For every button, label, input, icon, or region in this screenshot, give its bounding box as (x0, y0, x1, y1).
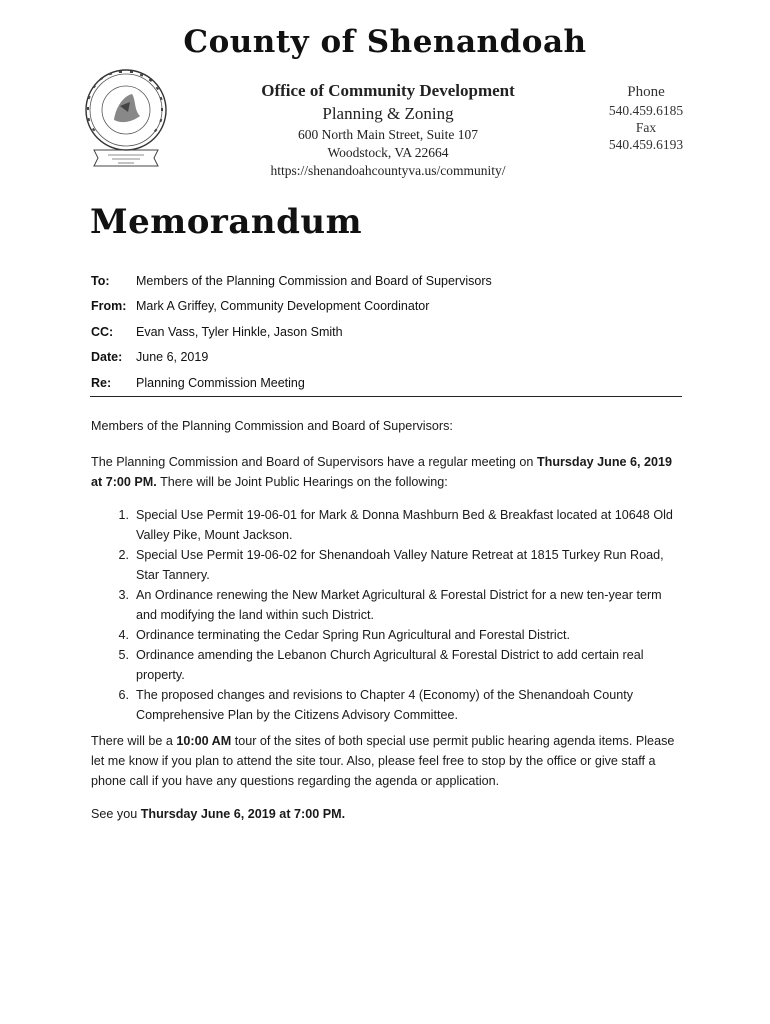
tour-text: There will be a (91, 734, 177, 748)
header-divider (90, 396, 682, 397)
tour-time: 10:00 AM (176, 734, 232, 748)
memo-body (91, 416, 683, 824)
list-item (91, 685, 683, 725)
hearing-items-list (91, 505, 683, 725)
intro-paragraph (91, 452, 683, 492)
re-label: Re: (91, 375, 112, 390)
salutation: Members of the Planning Commission and Board of Supervisors: (91, 419, 453, 433)
date-value: June 6, 2019 (136, 350, 209, 365)
memo-header-fields (91, 268, 681, 396)
closing-datetime: Thursday June 6, 2019 at 7:00 PM. (140, 807, 346, 821)
list-item-number: 4. (118, 628, 129, 642)
list-item-number: 3. (118, 588, 129, 602)
tour-paragraph (91, 731, 683, 791)
list-item-text: Special Use Permit 19-06-01 for Mark & Donna Mashburn Bed & Breakfast located at 10648 Old Valley Pike, Mount Jackson. (136, 508, 673, 542)
meeting-datetime: Thursday June 6, 2019 at 7:00 PM. (91, 455, 673, 489)
list-item-text: The proposed changes and revisions to Chapter 4 (Economy) of the Shenandoah County Comprehensive Plan by the Citizens Advisory Committee. (136, 688, 634, 722)
closing-text: See you (91, 807, 141, 821)
re-value: Planning Commission Meeting (136, 375, 305, 390)
intro-text: The Planning Commission and Board of Supervisors have a regular meeting on (91, 455, 537, 469)
tour-text-end: tour of the sites of both special use permit public hearing agenda items. Please let me know if you plan to attend the site tour. Also, please feel free to stop by the office or give staff a phone call if you have any questions regarding the agenda or application. (91, 734, 675, 788)
cc-label: CC: (91, 324, 114, 339)
from-value: Mark A Griffey, Community Development Coordinator (136, 299, 430, 314)
contact-block (596, 82, 696, 153)
website-link[interactable]: https://shenandoahcountyva.us/community/ (270, 163, 506, 178)
list-item (91, 585, 683, 625)
list-item-text: Special Use Permit 19-06-02 for Shenandoah Valley Nature Retreat at 1815 Turkey Run Road, Star Tannery. (136, 548, 664, 582)
division-name: Planning & Zoning (322, 104, 454, 123)
list-item-number: 6. (118, 688, 129, 702)
address-line-2: Woodstock, VA 22664 (327, 145, 449, 160)
list-item (91, 645, 683, 685)
list-item (91, 505, 683, 545)
from-row (91, 294, 681, 320)
re-row (91, 370, 681, 396)
office-address-block (248, 80, 528, 179)
list-item (91, 545, 683, 585)
to-value: Members of the Planning Commission and Board of Supervisors (136, 273, 492, 288)
to-row (91, 268, 681, 294)
cc-row (91, 319, 681, 345)
list-item-text: Ordinance amending the Lebanon Church Agricultural & Forestal District to add certain real property. (136, 648, 644, 682)
county-title: County of Shenandoah (183, 24, 587, 60)
intro-text-end: There will be Joint Public Hearings on the following: (156, 475, 448, 489)
cc-value: Evan Vass, Tyler Hinkle, Jason Smith (136, 324, 343, 339)
list-item (91, 625, 683, 645)
phone-label: Phone (627, 84, 665, 100)
county-seal-icon (74, 66, 178, 178)
to-label: To: (91, 273, 110, 288)
from-label: From: (91, 299, 127, 314)
list-item-text: An Ordinance renewing the New Market Agricultural & Forestal District for a new ten-year term and modifying the land within such District. (136, 588, 662, 622)
memo-title: Memorandum (90, 202, 363, 242)
fax-label: Fax (635, 120, 657, 135)
date-label: Date: (91, 350, 123, 365)
fax-number: 540.459.6193 (608, 137, 684, 152)
address-line-1: 600 North Main Street, Suite 107 (298, 127, 478, 142)
list-item-number: 1. (118, 508, 129, 522)
date-row (91, 345, 681, 371)
list-item-number: 2. (118, 548, 129, 562)
list-item-number: 5. (118, 648, 129, 662)
office-name: Office of Community Development (261, 81, 515, 100)
list-item-text: Ordinance terminating the Cedar Spring Run Agricultural and Forestal District. (136, 628, 570, 642)
phone-number: 540.459.6185 (608, 103, 684, 118)
closing-paragraph (91, 804, 683, 824)
